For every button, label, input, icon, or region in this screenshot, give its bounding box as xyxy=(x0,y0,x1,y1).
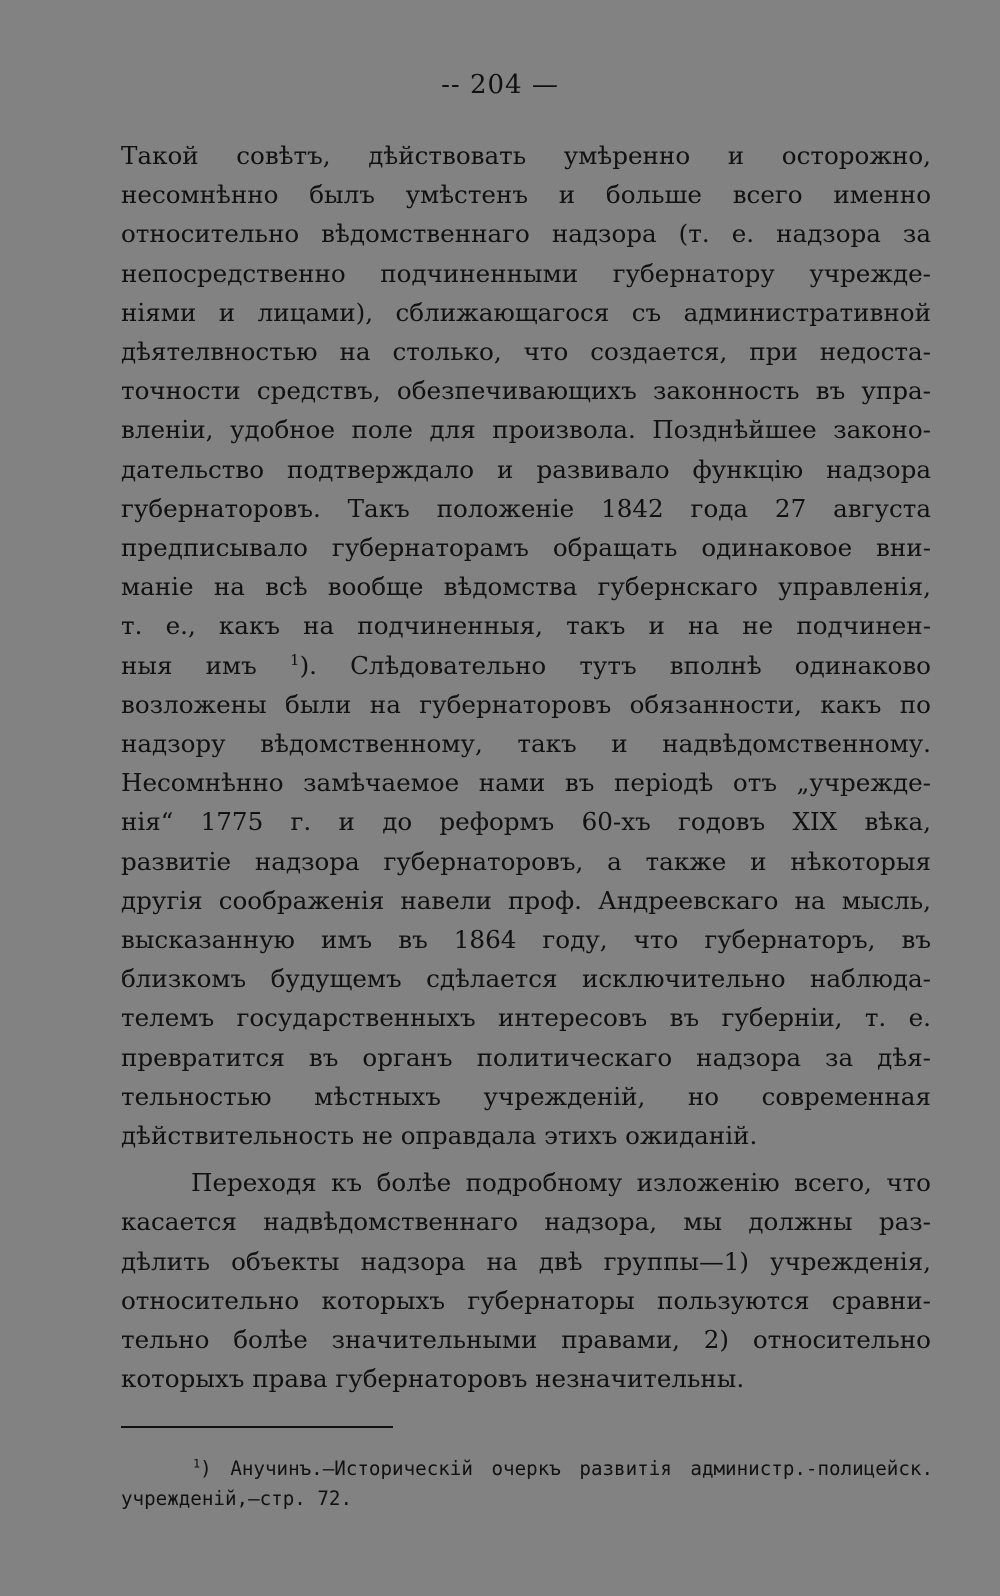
text-line: Переходя къ болѣе подробному изложенію всего, что xyxy=(191,1168,931,1198)
text-line: возложены были на губернаторовъ обязанности, какъ по xyxy=(121,689,931,719)
text-line: ніями и лицами), сближающагося съ административной xyxy=(121,297,931,327)
text-line: точности средствъ, обезпечивающихъ законность въ упра- xyxy=(121,376,931,406)
text-line: относительно которыхъ губернаторы пользуются сравни- xyxy=(121,1285,931,1315)
text-line: дѣйствительность не оправдала этихъ ожиданій. xyxy=(121,1121,758,1151)
text-line: губернаторовъ. Такъ положеніе 1842 года 27 августа xyxy=(121,493,931,523)
text-line: дательство подтверждало и развивало функцію надзора xyxy=(121,454,931,484)
footnote-separator xyxy=(121,1426,393,1428)
text-line: т. е., какъ на подчиненныя, такъ и на не подчинен- xyxy=(121,611,931,641)
text-line: непосредственно подчиненными губернатору учрежде- xyxy=(121,258,931,288)
text-line: тельно болѣе значительными правами, 2) относительно xyxy=(121,1325,931,1355)
text-line: вленіи, удобное поле для произвола. Позднѣйшее законо- xyxy=(121,415,931,445)
text-line: относительно вѣдомственнаго надзора (т. е. надзора за xyxy=(121,219,931,249)
text-line-with-footnote-ref xyxy=(121,646,931,685)
footnote-marker: 1 xyxy=(193,1456,201,1471)
text-line: дѣлить объекты надзора на двѣ группы—1) учрежденія, xyxy=(121,1246,931,1276)
footnote xyxy=(121,1454,933,1514)
text-line: которыхъ права губернаторовъ незначительны. xyxy=(121,1364,745,1394)
text-line: Несомнѣнно замѣчаемое нами въ періодѣ отъ „учрежде- xyxy=(121,768,931,798)
footnote-line xyxy=(121,1454,933,1484)
text-line: тельностью мѣстныхъ учрежденій, но современная xyxy=(121,1081,931,1111)
text-line: телемъ государственныхъ интересовъ въ губерніи, т. е. xyxy=(121,1003,931,1033)
text-line: другія соображенія навели проф. Андреевскаго на мысль, xyxy=(121,885,931,915)
text-fragment: ныя имъ xyxy=(121,650,290,680)
footnote-text: ) Анучинъ.—Историческій очеркъ развитія администр.-полицейск. xyxy=(200,1457,933,1480)
text-line: надзору вѣдомственному, такъ и надвѣдомственному. xyxy=(121,729,931,759)
page-number: -- 204 — xyxy=(441,70,559,100)
text-line: несомнѣнно былъ умѣстенъ и больше всего именно xyxy=(121,180,931,210)
text-fragment: ). Слѣдовательно тутъ вполнѣ одинаково xyxy=(299,650,931,680)
text-line: касается надвѣдомственнаго надзора, мы должны раз- xyxy=(121,1207,931,1237)
text-line: высказанную имъ въ 1864 году, что губернаторъ, въ xyxy=(121,925,931,955)
main-text xyxy=(121,136,931,1399)
text-line: превратится въ органъ политическаго надзора за дѣя- xyxy=(121,1042,931,1072)
text-line: предписывало губернаторамъ обращать одинаковое вни- xyxy=(121,533,931,563)
text-line: близкомъ будущемъ сдѣлается исключительно наблюда- xyxy=(121,964,931,994)
footnote-line: учрежденій,—стр. 72. xyxy=(121,1487,353,1510)
footnote-reference: 1 xyxy=(289,650,300,669)
text-line: маніе на всѣ вообще вѣдомства губернскаго управленія, xyxy=(121,572,931,602)
text-line: нія“ 1775 г. и до реформъ 60-хъ годовъ XIX вѣка, xyxy=(121,807,931,837)
text-line: Такой совѣтъ, дѣйствовать умѣренно и осторожно, xyxy=(121,141,931,170)
text-line: развитіе надзора губернаторовъ, а также и нѣкоторыя xyxy=(121,846,931,876)
text-line: дѣятелвностью на столько, что создается, при недоста- xyxy=(121,337,931,367)
paragraph-gap xyxy=(121,1155,931,1163)
